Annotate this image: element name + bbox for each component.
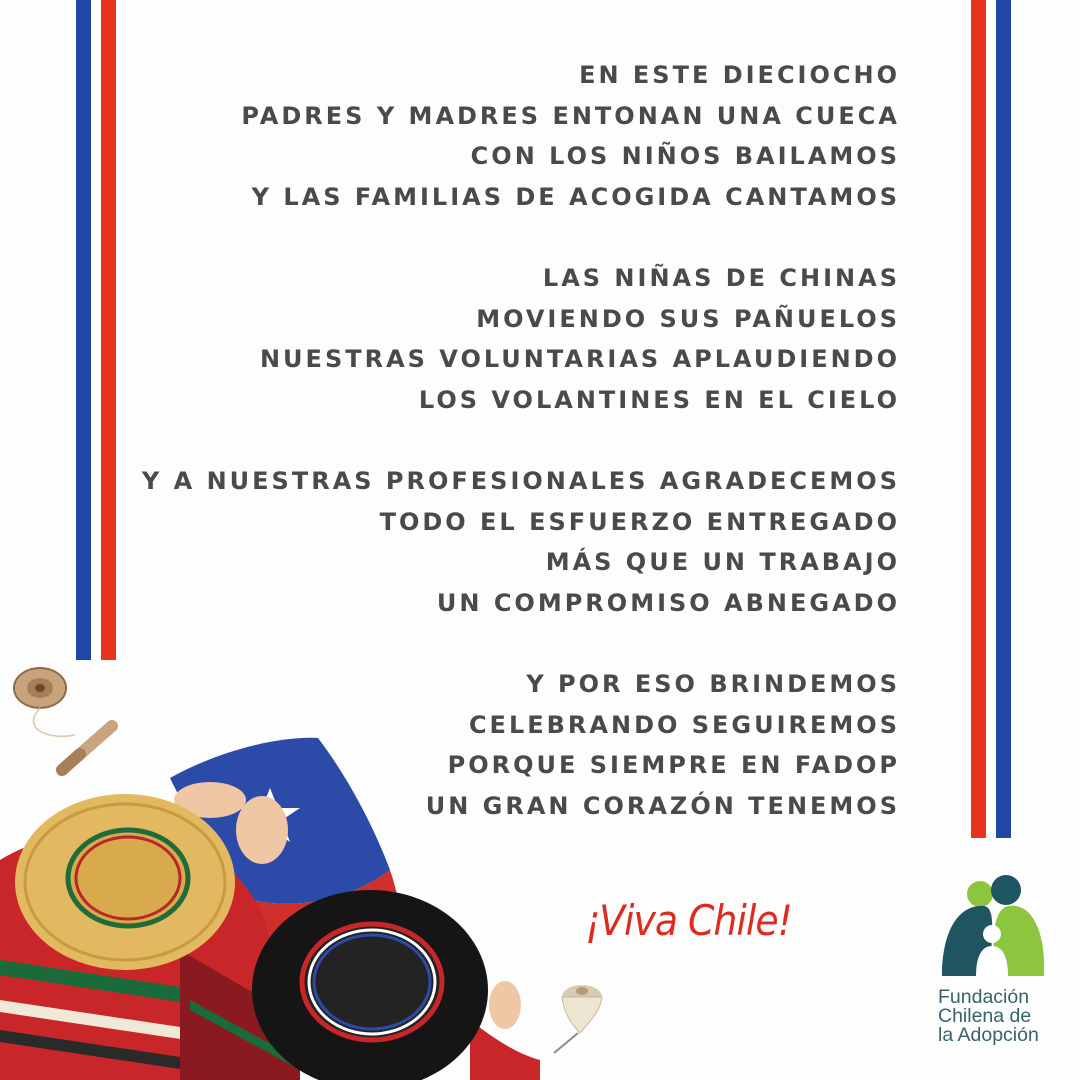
logo-text-line: Chilena de xyxy=(938,1005,1032,1027)
spinning-top-icon xyxy=(540,975,610,1055)
children-with-flag-illustration xyxy=(0,660,540,1080)
viva-chile-tagline: ¡Viva Chile! xyxy=(585,896,792,945)
poem-verse: CELEBRANDO SEGUIREMOS xyxy=(468,710,900,739)
poem-verse: LOS VOLANTINES EN EL CIELO xyxy=(418,385,900,414)
emboque-toy-icon xyxy=(14,668,112,770)
poem-verse: PADRES Y MADRES ENTONAN UNA CUECA xyxy=(241,101,900,130)
poem-verse: Y POR ESO BRINDEMOS xyxy=(526,670,900,698)
poem-verse: EN ESTE DIECIOCHO xyxy=(579,61,900,89)
poem-verse: NUESTRAS VOLUNTARIAS APLAUDIENDO xyxy=(259,345,900,373)
poem-stanza-1 xyxy=(100,55,900,217)
fadop-logo-icon xyxy=(936,872,1048,984)
poem-verse: PORQUE SIEMPRE EN FADOP xyxy=(447,751,900,779)
flag-stripe-blue-right xyxy=(996,0,1011,838)
logo-text-line: Fundación xyxy=(938,986,1030,1008)
poem-verse: TODO EL ESFUERZO ENTREGADO xyxy=(379,507,900,536)
poem-verse: MOVIENDO SUS PAÑUELOS xyxy=(476,304,900,333)
poem-verse: MÁS QUE UN TRABAJO xyxy=(545,548,900,576)
poem-verse: Y LAS FAMILIAS DE ACOGIDA CANTAMOS xyxy=(251,182,900,211)
poem-stanza-3 xyxy=(100,461,900,623)
fadop-logo-text xyxy=(938,988,1063,1045)
poem-stanza-2 xyxy=(100,258,900,420)
poem-verse: UN COMPROMISO ABNEGADO xyxy=(436,588,900,617)
flag-stripe-red-right xyxy=(971,0,986,838)
poem-verse: CON LOS NIÑOS BAILAMOS xyxy=(470,142,900,170)
straw-hat-icon xyxy=(15,794,235,970)
poem-verse: LAS NIÑAS DE CHINAS xyxy=(542,264,900,292)
flag-stripe-blue-left xyxy=(76,0,91,660)
poem-verse: UN GRAN CORAZÓN TENEMOS xyxy=(425,791,900,820)
logo-text-line: la Adopción xyxy=(938,1024,1039,1046)
poem-verse: Y A NUESTRAS PROFESIONALES AGRADECEMOS xyxy=(141,467,900,495)
